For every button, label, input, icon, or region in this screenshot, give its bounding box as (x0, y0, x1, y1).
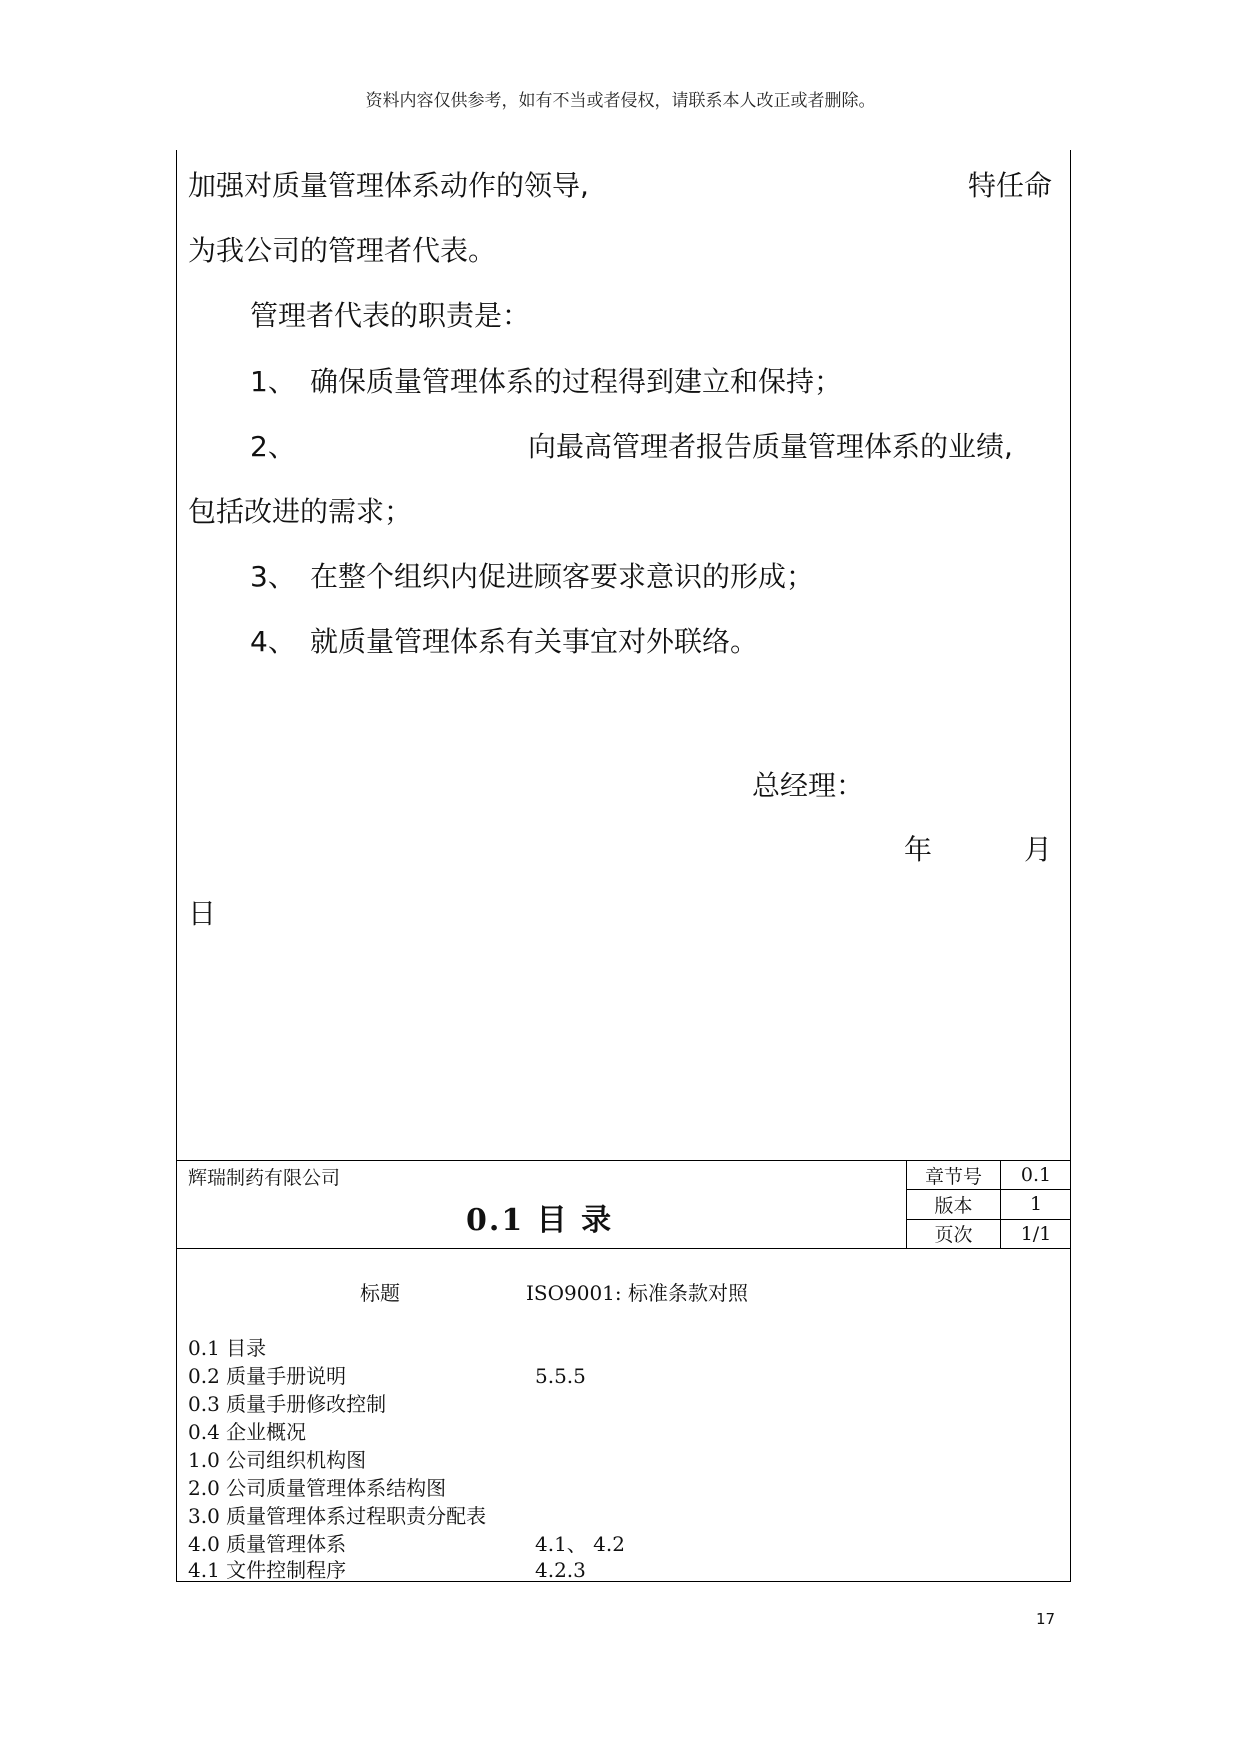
toc-column-title: 标题 (360, 1281, 400, 1305)
duty-4 (250, 625, 759, 658)
duty-2-text: 向最高管理者报告质量管理体系的业绩, (528, 430, 1013, 463)
meta-value: 1/1 (1001, 1219, 1072, 1248)
toc-row (188, 1556, 1048, 1584)
toc-row-ref: 4.1、 4.2 (535, 1532, 625, 1556)
duty-text: 就质量管理体系有关事宜对外联络。 (310, 625, 759, 658)
duties-heading: 管理者代表的职责是： (250, 299, 531, 332)
toc-row (188, 1362, 1048, 1390)
letter-line-1: 加强对质量管理体系动作的领导, (188, 169, 589, 202)
duty-1 (250, 365, 843, 398)
meta-row (907, 1190, 1072, 1219)
duty-2-continuation: 包括改进的需求； (188, 495, 413, 528)
toc-row (188, 1446, 1048, 1474)
toc-row-title: 4.0 质量管理体系 (188, 1532, 347, 1556)
toc-row-title: 3.0 质量管理体系过程职责分配表 (188, 1504, 487, 1528)
duty-number: 4、 (250, 625, 296, 658)
duty-text: 在整个组织内促进顾客要求意识的形成； (310, 560, 815, 593)
toc-row-title: 4.1 文件控制程序 (188, 1558, 347, 1582)
document-title: 0.1 目 录 (466, 1203, 614, 1238)
duty-3 (250, 560, 815, 593)
toc-row-ref: 4.2.3 (535, 1558, 586, 1582)
meta-value: 0.1 (1001, 1161, 1072, 1190)
page-number: 17 (1036, 1610, 1056, 1628)
toc-row-title: 0.2 质量手册说明 (188, 1364, 347, 1388)
meta-label: 页次 (907, 1219, 1001, 1248)
toc-row (188, 1334, 1048, 1362)
toc-row-ref: 5.5.5 (535, 1364, 586, 1388)
toc-row-title: 2.0 公司质量管理体系结构图 (188, 1476, 447, 1500)
toc-row (188, 1418, 1048, 1446)
company-name: 辉瑞制药有限公司 (188, 1167, 341, 1189)
meta-label: 版本 (907, 1190, 1001, 1219)
toc-row (188, 1502, 1048, 1530)
toc-row (188, 1530, 1048, 1558)
duty-number: 2、 (250, 430, 296, 463)
toc-row-title: 1.0 公司组织机构图 (188, 1448, 367, 1472)
document-header (176, 1160, 1071, 1249)
signature-label: 总经理： (752, 769, 865, 802)
date-year: 年 (904, 833, 933, 866)
toc-row-title: 0.4 企业概况 (188, 1420, 307, 1444)
date-day: 日 (188, 897, 217, 930)
duty-number: 3、 (250, 560, 296, 593)
meta-label: 章节号 (907, 1161, 1001, 1190)
toc-row-title: 0.1 目录 (188, 1336, 267, 1360)
toc-row (188, 1390, 1048, 1418)
toc-row-title: 0.3 质量手册修改控制 (188, 1392, 387, 1416)
document-meta-table (906, 1161, 1071, 1248)
duty-text: 确保质量管理体系的过程得到建立和保持； (310, 365, 843, 398)
meta-row (907, 1219, 1072, 1248)
meta-row (907, 1161, 1072, 1190)
duty-number: 1、 (250, 365, 296, 398)
letter-line-2: 为我公司的管理者代表。 (188, 234, 497, 267)
letter-line-1-right: 特任命 (968, 169, 1053, 202)
disclaimer-header: 资料内容仅供参考，如有不当或者侵权，请联系本人改正或者删除。 (365, 91, 876, 111)
toc-row (188, 1474, 1048, 1502)
meta-value: 1 (1001, 1190, 1072, 1219)
date-month: 月 (1024, 833, 1053, 866)
duty-2 (250, 431, 296, 463)
toc-column-reference: ISO9001: 标准条款对照 (526, 1281, 748, 1305)
